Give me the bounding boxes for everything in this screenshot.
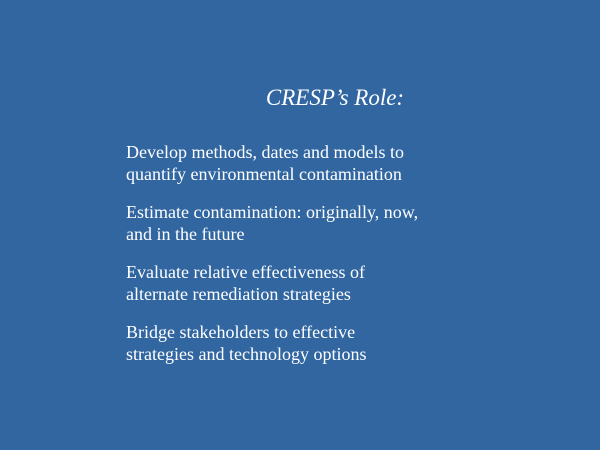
bullet-line: Estimate contamination: originally, now, xyxy=(126,202,419,222)
bullet-line: Evaluate relative effectiveness of xyxy=(126,262,366,282)
bullet-line: Bridge stakeholders to effective xyxy=(126,322,356,342)
bullet-item xyxy=(126,261,566,305)
bullet-line: quantify environmental contamination xyxy=(126,164,402,184)
bullet-item xyxy=(126,141,566,185)
bullet-line: strategies and technology options xyxy=(126,344,367,364)
bullet-item xyxy=(126,321,566,365)
bullet-list xyxy=(126,141,566,381)
bullet-line: alternate remediation strategies xyxy=(126,284,351,304)
bullet-item xyxy=(126,201,566,245)
bullet-line: Develop methods, dates and models to xyxy=(126,142,404,162)
bullet-line: and in the future xyxy=(126,224,245,244)
slide-title: CRESP’s Role: xyxy=(265,85,405,110)
